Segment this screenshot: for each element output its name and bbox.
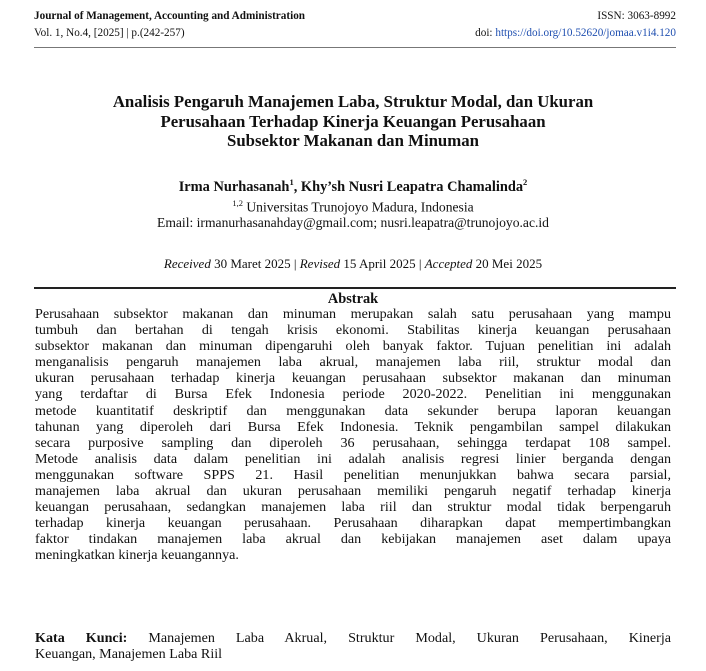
author-1-sup: 1: [289, 177, 294, 187]
keywords-line: [35, 630, 671, 646]
title-line: Perusahaan Terhadap Kinerja Keuangan Perusahaan: [160, 111, 546, 131]
abstract-line: menganalisis pengaruh manajemen laba akrual, manajemen laba riil, struktur modal dan: [35, 354, 671, 371]
keywords-line: Keuangan, Manajemen Laba Riil: [35, 646, 223, 662]
abstract-heading: Abstrak: [327, 291, 379, 307]
abstract-divider: [34, 287, 676, 289]
abstract-line: meningkatkan kinerja keuangannya.: [35, 547, 239, 564]
author-separator: ,: [293, 178, 301, 195]
journal-name: Journal of Management, Accounting and Administration: [34, 10, 306, 22]
accepted-date: 20 Mei 2025: [472, 256, 543, 271]
keywords-block: [35, 630, 671, 662]
journal-info: [34, 8, 305, 42]
header-divider: [34, 47, 676, 48]
affiliation-sup: 1,2: [232, 197, 243, 208]
author-email[interactable]: Email: irmanurhasanahday@gmail.com; nusri.leapatra@trunojoyo.ac.id: [157, 215, 549, 231]
abstract-line: menggunakan software SPPS 21. Hasil penelitian menunjukkan bahwa secara parsial,: [35, 466, 671, 483]
affiliation-text: Universitas Trunojoyo Madura, Indonesia: [242, 199, 474, 215]
journal-header: [34, 8, 676, 52]
author-2: Khy’sh Nusri Leapatra Chamalinda: [300, 178, 524, 195]
paper-title: [40, 92, 666, 151]
abstract-line: faktor tindakan manajemen laba akrual dan kebijakan manajemen aset dalam upaya: [35, 531, 671, 548]
abstract-line: yang terdaftar di Bursa Efek Indonesia periode 2020-2022. Penelitian ini menggunakan: [35, 386, 671, 403]
author-2-sup: 2: [523, 177, 528, 187]
abstract-line: Metode analisis data dalam penelitian ini adalah analisis regresi linier berganda dengan: [35, 450, 671, 467]
doi-label: doi:: [475, 27, 496, 39]
keywords-text: Manajemen Laba Akrual, Struktur Modal, Ukuran Perusahaan, Kinerja: [127, 630, 672, 646]
abstract-body: [35, 306, 671, 564]
issn: ISSN: 3063-8992: [597, 10, 676, 22]
keywords-label: Kata Kunci:: [35, 630, 128, 646]
received-date: 30 Maret 2025 |: [210, 256, 300, 271]
abstract-line: ukuran perusahaan terhadap kinerja keuangan perusahaan subsektor makanan dan minuman: [35, 370, 671, 387]
issn-doi: [475, 8, 676, 42]
abstract-line: Perusahaan subsektor makanan dan minuman merupakan salah satu perusahaan yang mampu: [35, 306, 671, 322]
revised-date: 15 April 2025 |: [340, 256, 425, 271]
abstract-line: keuangan perusahaan, sedangkan manajemen laba riil dan struktur modal tidak berpengaruh: [35, 499, 671, 516]
abstract-line: terhadap kinerja keuangan perusahaan. Perusahaan diharapkan dapat mempertimbangkan: [35, 515, 671, 532]
abstract-line: tumbuh dan bertahan di tengah krisis ekonomi. Stabilitas kinerja keuangan perusahaan: [35, 322, 671, 339]
revised-label: Revised: [299, 256, 341, 271]
doi-link[interactable]: https://doi.org/10.52620/jomaa.v1i4.120: [495, 27, 676, 39]
received-label: Received: [163, 256, 211, 271]
abstract-line: subsektor makanan dan minuman dipengaruhi oleh banyak faktor. Tujuan penelitian ini adalah: [35, 338, 671, 355]
title-line: Analisis Pengaruh Manajemen Laba, Struktur Modal, dan Ukuran: [112, 92, 594, 111]
title-line: Subsektor Makanan dan Minuman: [227, 131, 479, 150]
author-1: Irma Nurhasanah: [178, 178, 290, 195]
abstract-line: metode kuantitatif deskriptif dan menggunakan data sekunder berupa laporan keuangan: [35, 402, 671, 419]
author-block: [40, 174, 666, 231]
author-names: [40, 174, 666, 196]
abstract-line: secara purposive sampling dan diperoleh 36 perusahaan, sehingga terdapat 108 sampel.: [35, 434, 671, 451]
doi: [475, 25, 676, 42]
abstract-line: manajemen laba akrual dan ukuran perusahaan memiliki pengaruh negatif terhadap kinerja: [35, 483, 671, 500]
volume-info: Vol. 1, No.4, [2025] | p.(242-257): [34, 27, 185, 39]
abstract-line: tahunan yang diperoleh dari Bursa Efek Indonesia. Teknik pengambilan sampel dilakukan: [35, 418, 671, 435]
accepted-label: Accepted: [424, 256, 473, 271]
submission-dates: [40, 256, 666, 272]
affiliation: [40, 196, 666, 215]
